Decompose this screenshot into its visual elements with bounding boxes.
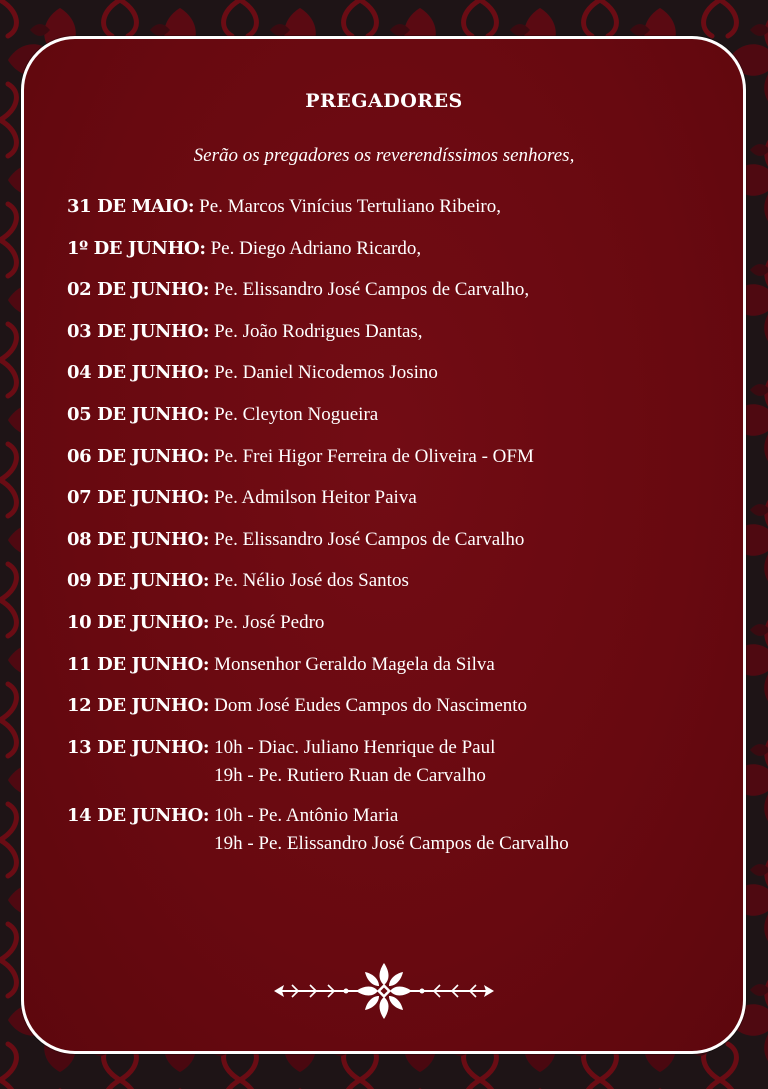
schedule-row bbox=[67, 692, 717, 720]
schedule-date: 04 DE JUNHO: bbox=[67, 362, 210, 384]
preachers-list bbox=[67, 193, 717, 870]
schedule-row bbox=[67, 359, 717, 387]
schedule-row bbox=[67, 318, 717, 346]
schedule-row bbox=[67, 526, 717, 554]
preacher-name: Monsenhor Geraldo Magela da Silva bbox=[214, 653, 495, 675]
preacher-name: 19h - Pe. Rutiero Ruan de Carvalho bbox=[214, 764, 486, 786]
schedule-row bbox=[67, 235, 717, 263]
schedule-row bbox=[67, 443, 717, 471]
preacher-name: Pe. Frei Higor Ferreira de Oliveira - OFM bbox=[214, 445, 534, 467]
schedule-date: 03 DE JUNHO: bbox=[67, 320, 210, 342]
schedule-row bbox=[67, 651, 717, 679]
schedule-row bbox=[67, 609, 717, 637]
schedule-row bbox=[67, 734, 717, 790]
schedule-date: 14 DE JUNHO: bbox=[67, 804, 210, 826]
preacher-name: 10h - Diac. Juliano Henrique de Paul bbox=[214, 736, 496, 758]
floral-arrow-divider-icon bbox=[272, 958, 496, 1024]
schedule-date: 13 DE JUNHO: bbox=[67, 736, 210, 758]
preacher-name: Pe. Elissandro José Campos de Carvalho, bbox=[214, 279, 530, 301]
preacher-name: 10h - Pe. Antônio Maria bbox=[214, 804, 399, 826]
preacher-name: Pe. Cleyton Nogueira bbox=[214, 403, 379, 425]
schedule-date: 05 DE JUNHO: bbox=[67, 403, 210, 425]
schedule-date: 10 DE JUNHO: bbox=[67, 611, 210, 633]
schedule-date: 08 DE JUNHO: bbox=[67, 528, 210, 550]
schedule-row bbox=[67, 484, 717, 512]
preacher-name: Dom José Eudes Campos do Nascimento bbox=[214, 695, 528, 717]
preacher-name: Pe. Nélio José dos Santos bbox=[214, 570, 409, 592]
schedule-date: 06 DE JUNHO: bbox=[67, 445, 210, 467]
preacher-name: Pe. Diego Adriano Ricardo, bbox=[210, 237, 422, 259]
schedule-date: 02 DE JUNHO: bbox=[67, 279, 210, 301]
preacher-name: Pe. José Pedro bbox=[214, 611, 325, 633]
preacher-name: Pe. Daniel Nicodemos Josino bbox=[214, 362, 438, 384]
preacher-name: Pe. João Rodrigues Dantas, bbox=[214, 320, 423, 342]
schedule-date: 31 DE MAIO: bbox=[67, 196, 195, 217]
schedule-row bbox=[67, 802, 717, 858]
preacher-name: Pe. Admilson Heitor Paiva bbox=[214, 487, 417, 509]
schedule-date: 09 DE JUNHO: bbox=[67, 570, 210, 592]
schedule-row bbox=[67, 193, 717, 221]
schedule-row bbox=[67, 276, 717, 304]
schedule-date: 11 DE JUNHO: bbox=[67, 653, 210, 675]
schedule-date: 1º DE JUNHO: bbox=[67, 237, 206, 259]
schedule-date: 07 DE JUNHO: bbox=[67, 487, 210, 509]
schedule-row bbox=[67, 401, 717, 429]
schedule-row bbox=[67, 567, 717, 595]
preacher-name: Pe. Elissandro José Campos de Carvalho bbox=[214, 528, 525, 550]
intro-text: Serão os pregadores os reverendíssimos senhores, bbox=[193, 145, 575, 166]
preacher-name: Pe. Marcos Vinícius Tertuliano Ribeiro, bbox=[199, 196, 501, 217]
schedule-date: 12 DE JUNHO: bbox=[67, 695, 210, 717]
page-title: PREGADORES bbox=[305, 90, 463, 112]
preacher-name: 19h - Pe. Elissandro José Campos de Carvalho bbox=[214, 832, 569, 854]
